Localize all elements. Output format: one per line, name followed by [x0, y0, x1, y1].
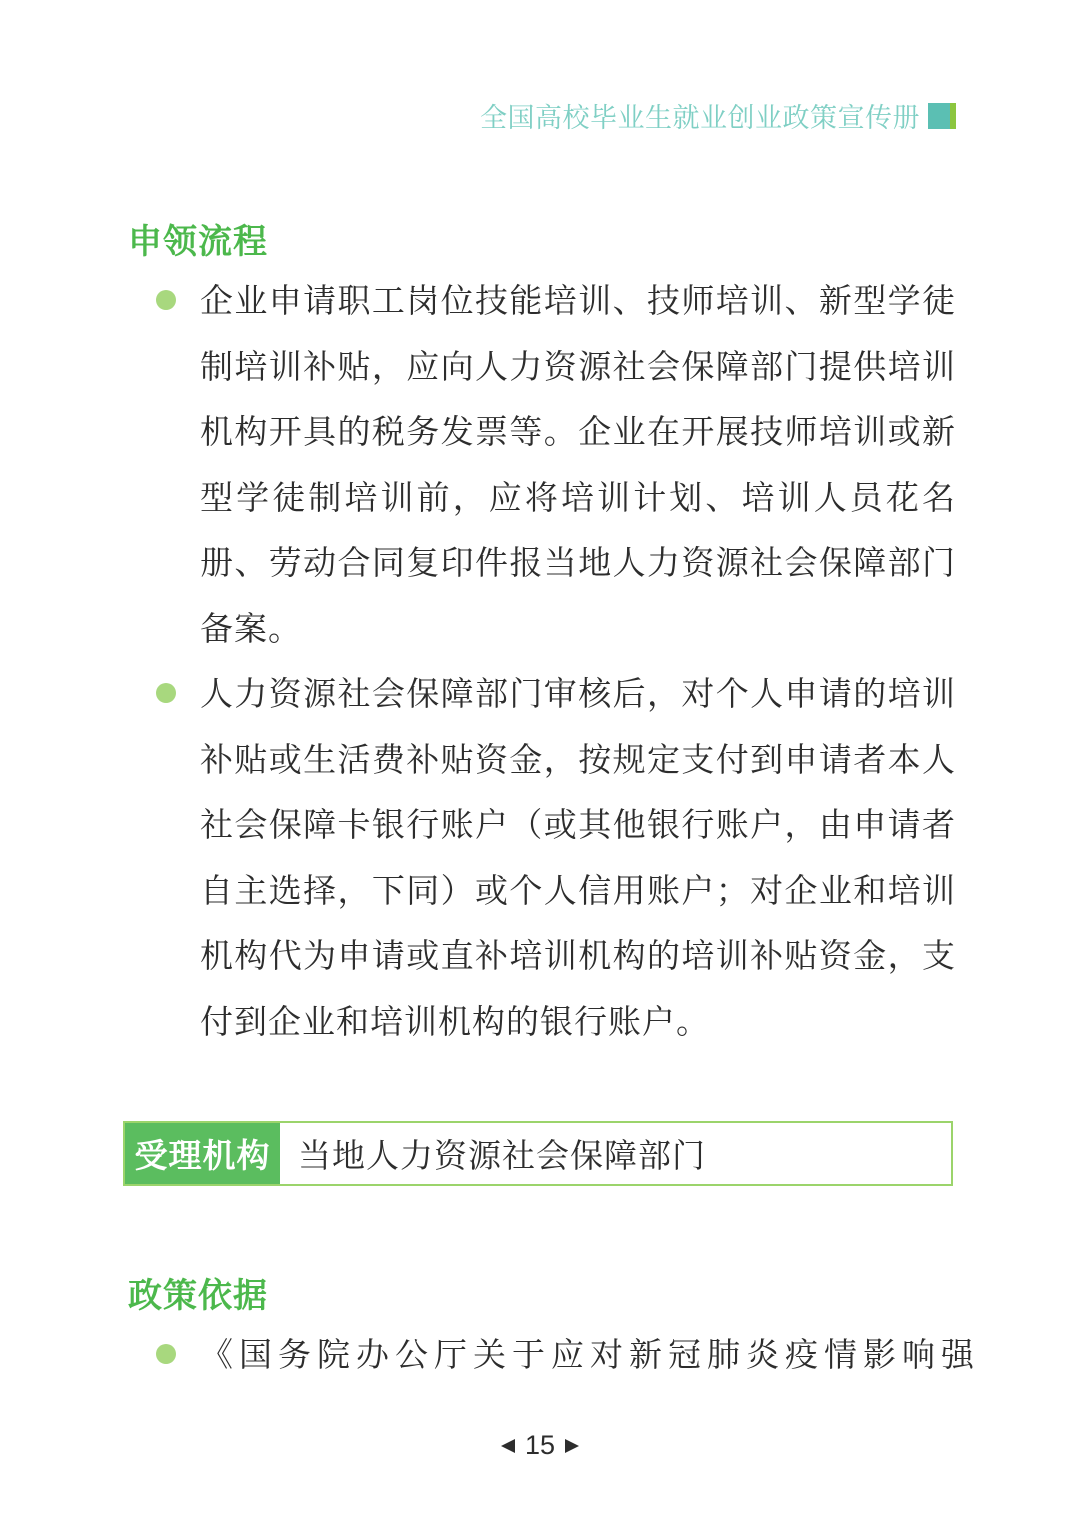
right-triangle-icon [565, 1439, 579, 1453]
agency-value: 当地人力资源社会保障部门 [298, 1136, 706, 1175]
booklet-title: 全国高校毕业生就业创业政策宣传册 [480, 103, 920, 134]
process-list [156, 268, 956, 1054]
left-triangle-icon [501, 1439, 515, 1453]
agency-label: 受理机构 [125, 1123, 280, 1184]
bullet-dot-icon [156, 683, 176, 703]
bullet-dot-icon [156, 1344, 176, 1364]
page-number-value: 15 [524, 1430, 556, 1460]
running-header [480, 96, 956, 135]
section-heading-process: 申领流程 [128, 222, 268, 262]
list-item-text: 人力资源社会保障部门审核后，对个人申请的培训补贴或生活费补贴资金，按规定支付到申请者本人社会保障卡银行账户（或其他银行账户，由申请者自主选择，下同）或个人信用账户；对企业和培训机构代为申请或直补培训机构的培训补贴资金，支付到企业和培训机构的银行账户。 [200, 674, 956, 1041]
page-number [0, 1430, 1080, 1461]
list-item-text: 企业申请职工岗位技能培训、技师培训、新型学徒制培训补贴，应向人力资源社会保障部门提供培训机构开具的税务发票等。企业在开展技师培训或新型学徒制培训前，应将培训计划、培训人员花名册、劳动合同复印件报当地人力资源社会保障部门备案。 [200, 281, 956, 648]
bullet-dot-icon [156, 290, 176, 310]
policy-list [156, 1322, 980, 1388]
header-square-icon [928, 103, 956, 129]
agency-box [123, 1121, 953, 1186]
list-item [156, 1322, 980, 1388]
list-item [156, 268, 956, 661]
list-item-text: 《国务院办公厅关于应对新冠肺炎疫情影响强 [200, 1335, 980, 1374]
list-item [156, 661, 956, 1054]
section-heading-policy: 政策依据 [128, 1276, 268, 1316]
